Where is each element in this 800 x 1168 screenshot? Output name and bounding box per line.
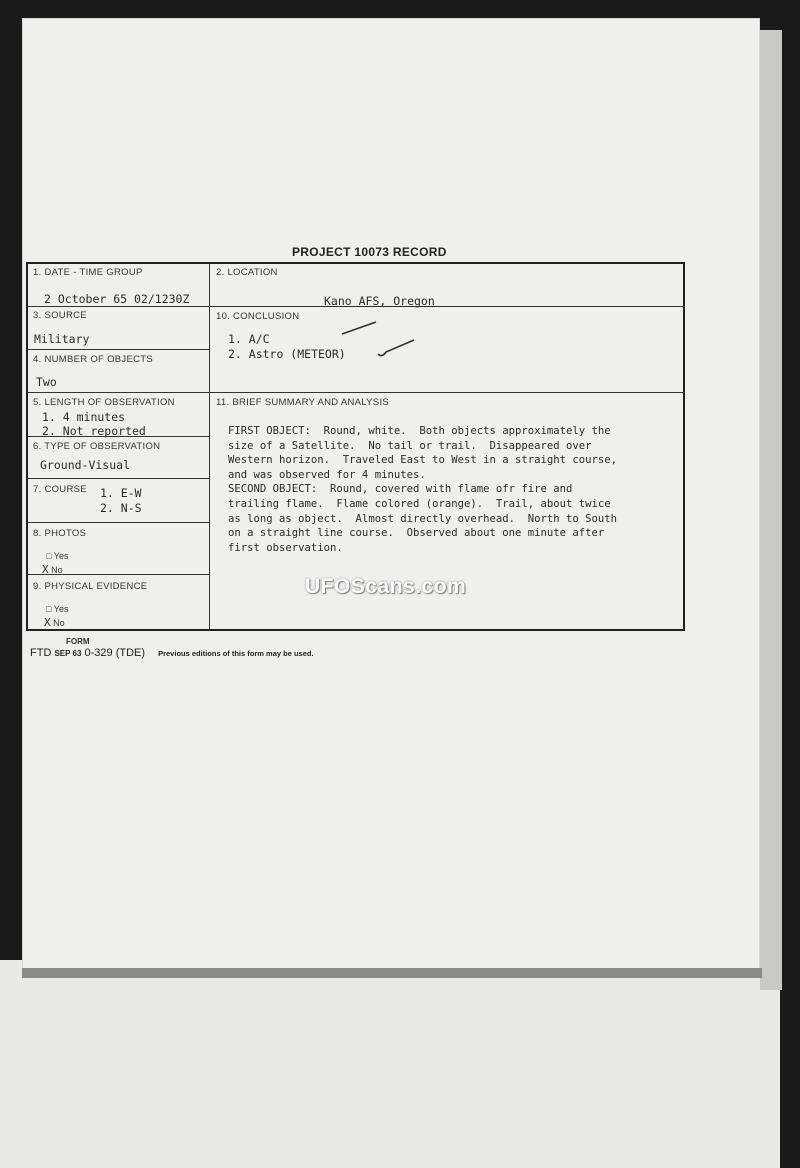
row-divider <box>209 392 685 393</box>
length-of-observation-label: 5. LENGTH OF OBSERVATION <box>33 397 175 408</box>
course-item-1: 1. E-W <box>100 486 142 500</box>
course-label: 7. COURSE <box>33 484 87 495</box>
course-item-2: 2. N-S <box>100 501 142 515</box>
row-divider <box>28 522 209 523</box>
photos-label: 8. PHOTOS <box>33 528 87 539</box>
type-of-observation-value: Ground-Visual <box>40 458 131 472</box>
conclusion-label: 10. CONCLUSION <box>216 311 300 322</box>
form-footer <box>30 647 314 659</box>
length-item-2: 2. Not reported <box>42 424 146 438</box>
source-value: Military <box>34 332 90 346</box>
check-mark-icon <box>376 338 418 360</box>
paper-edge-strip <box>760 30 782 990</box>
physical-evidence-no: X No <box>44 616 65 629</box>
background-sheet <box>0 960 780 1168</box>
record-title: PROJECT 10073 RECORD <box>292 245 447 259</box>
date-time-group-label: 1. DATE - TIME GROUP <box>33 267 143 278</box>
photos-no: X No <box>42 563 63 576</box>
photos-yes: □ Yes <box>46 551 69 561</box>
footer-ftd: FTD <box>30 647 52 659</box>
number-of-objects-value: Two <box>36 375 57 389</box>
location-label: 2. LOCATION <box>216 267 278 278</box>
footer-date: SEP 63 <box>54 649 82 658</box>
row-divider <box>28 349 209 350</box>
column-divider <box>209 264 210 629</box>
footer-note: Previous editions of this form may be used. <box>158 649 314 658</box>
type-of-observation-label: 6. TYPE OF OBSERVATION <box>33 441 161 452</box>
check-mark-icon <box>340 320 380 338</box>
watermark: UFOScans.com <box>305 575 467 598</box>
date-time-group-value: 2 October 65 02/1230Z <box>44 292 190 306</box>
length-item-1: 1. 4 minutes <box>42 410 126 424</box>
source-label: 3. SOURCE <box>33 310 87 321</box>
conclusion-item-2: 2. Astro (METEOR) <box>228 347 346 361</box>
footer-form-label: FORM <box>66 637 90 646</box>
physical-evidence-yes: □ Yes <box>46 604 69 614</box>
row-divider <box>28 306 209 307</box>
number-of-objects-label: 4. NUMBER OF OBJECTS <box>33 354 154 365</box>
conclusion-item-1: 1. A/C <box>228 332 270 346</box>
row-divider <box>28 478 209 479</box>
page-shadow <box>22 968 762 978</box>
summary-text: FIRST OBJECT: Round, white. Both objects approximately the size of a Satellite. No tail or trail. Disappeared over Western horizon. Traveled East to West in a straight course, and was observed for 4 minutes. SECOND OBJECT: Round, covered with flame ofr fire and trailing flame. Flame colored (orange). Trail, about twice as long as object. Almost directly overhead. North to South on a straight line course. Observed about one minute after first observation. <box>228 425 618 554</box>
row-divider <box>209 306 685 307</box>
row-divider <box>28 392 209 393</box>
summary-label: 11. BRIEF SUMMARY AND ANALYSIS <box>216 397 390 408</box>
footer-form-number: 0-329 (TDE) <box>84 647 146 659</box>
physical-evidence-label: 9. PHYSICAL EVIDENCE <box>33 581 148 592</box>
location-value: Kano AFS, Oregon <box>324 294 435 308</box>
